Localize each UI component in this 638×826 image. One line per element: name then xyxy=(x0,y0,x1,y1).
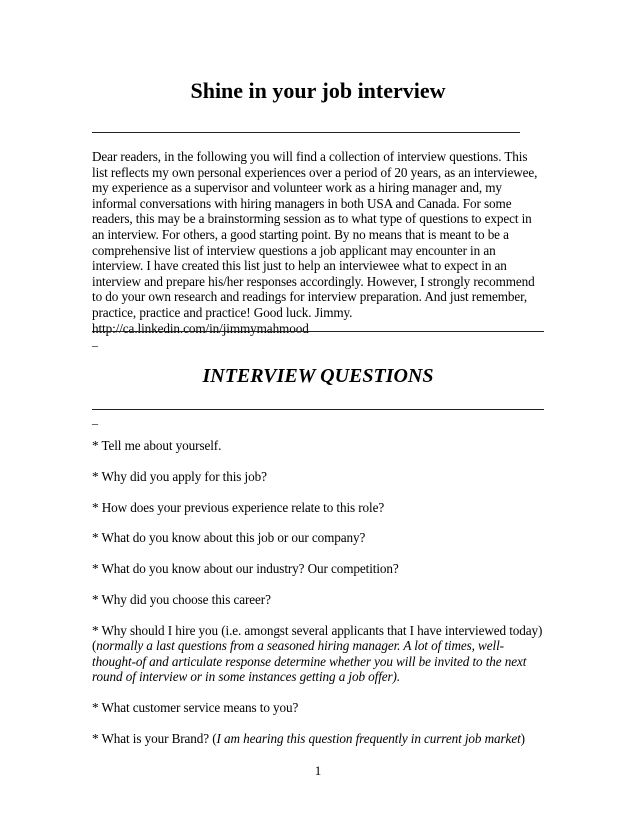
intro-paragraph: Dear readers, in the following you will find a collection of interview questions. This list reflects my own personal experiences over a period of 20 years, as an interviewee, my experience as a supervisor and volunteer work as a hiring manager and, my informal conversations with hiring managers in both USA and Canada. For some readers, this may be a brainstorming session as to what type of questions to expect in an interview. For others, a good starting point. By no means that is meant to be a comprehensive list of interview questions a job applicant may encounter in an interview. I have created this list just to help an interviewee what to expect in an interview and prepare his/her responses accordingly. However, I strongly recommend to do your own research and readings for interview preparation. And just remember, practice, practice and practice! Good luck. Jimmy. http://ca.linkedin.com/in/jimmymahmood xyxy=(92,149,538,336)
question-list xyxy=(92,438,544,762)
intro-divider-tail: _ xyxy=(92,334,98,348)
question-item: * Why did you choose this career? xyxy=(92,591,271,607)
question-item: * What do you know about our industry? Our competition? xyxy=(92,561,399,577)
intro-divider xyxy=(92,331,544,332)
section-divider xyxy=(92,409,544,410)
document-title: Shine in your job interview xyxy=(190,78,446,103)
question-item: * What is your Brand? (I am hearing this question frequently in current job market) xyxy=(92,731,525,747)
question-item: * What customer service means to you? xyxy=(92,700,299,716)
section-heading: INTERVIEW QUESTIONS xyxy=(202,365,434,387)
title-divider xyxy=(92,132,520,133)
section-divider-tail: _ xyxy=(92,412,98,426)
question-item: * Why did you apply for this job? xyxy=(92,468,267,484)
question-item: * What do you know about this job or our company? xyxy=(92,530,366,546)
question-item: * Tell me about yourself. xyxy=(92,438,222,453)
question-item: * Why should I hire you (i.e. amongst several applicants that I have interviewed today) (normally a last questions from a seasoned hiring manager. A lot of times, well-thought-of and articulate response determine whether you will be invited to the next round of interview or in some instances getting a job offer). xyxy=(92,622,543,685)
question-item: * How does your previous experience relate to this role? xyxy=(92,499,385,515)
page-number: 1 xyxy=(314,763,322,778)
